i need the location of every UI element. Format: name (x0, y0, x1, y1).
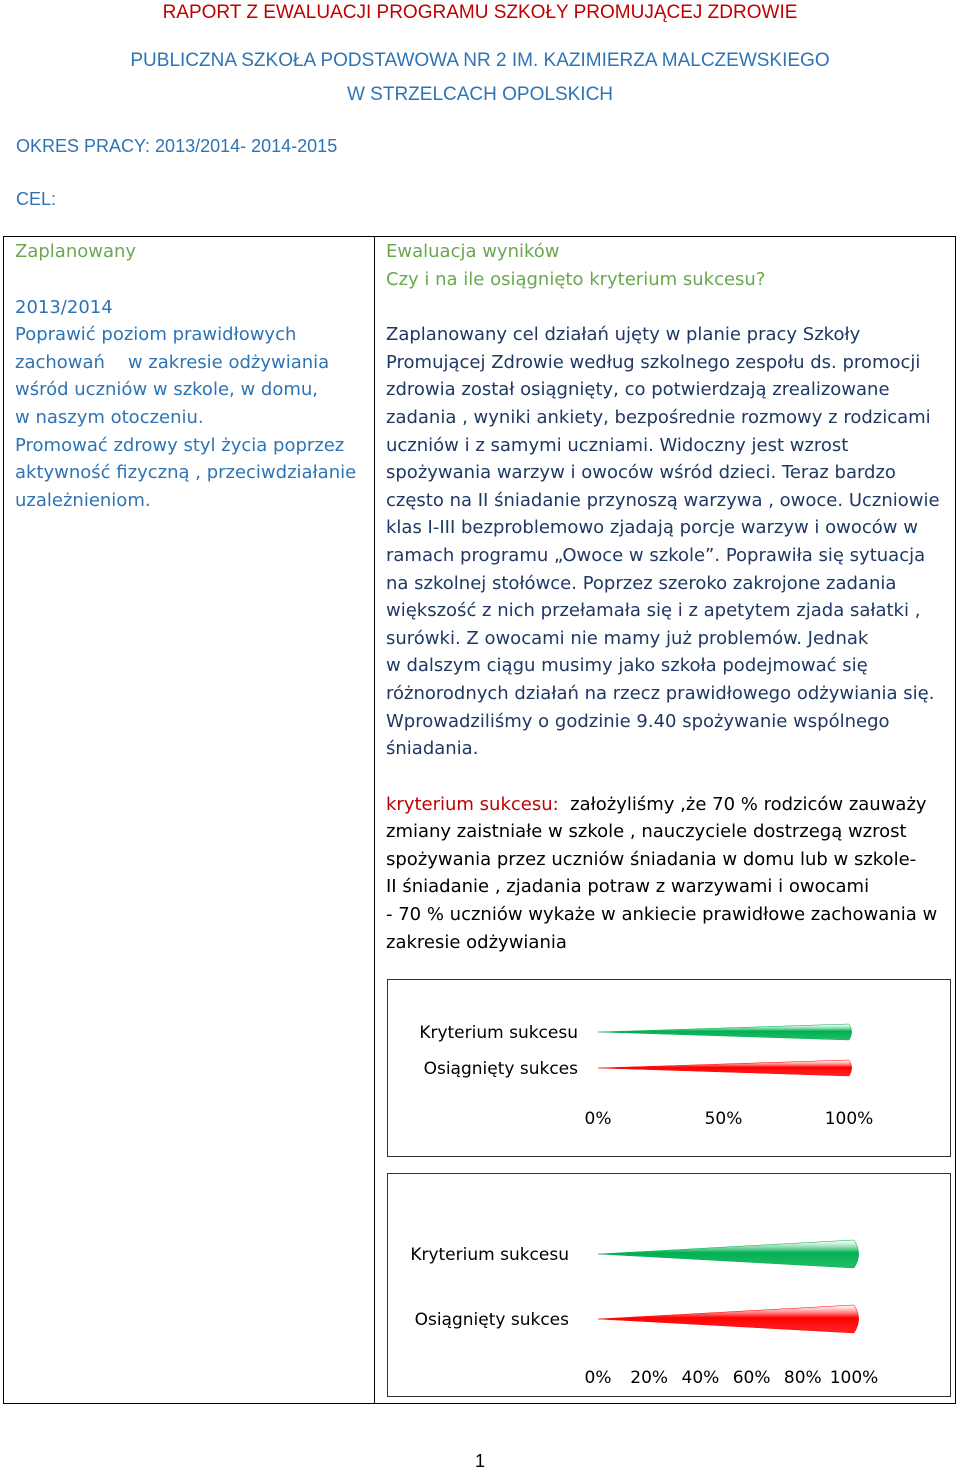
success-chart-2 (387, 1173, 951, 1397)
body-line: zadania , wyniki ankiety, bezpośrednie rozmowy z rodzicami (386, 406, 931, 428)
criterion-text: założyliśmy ,że 70 % rodziców zauważy (558, 793, 927, 815)
chart-tick-label: 0% (584, 1109, 612, 1129)
chart-bar-1 (598, 1060, 852, 1076)
body-line: surówki. Z owocami nie mamy już problemów. Jednak (386, 627, 869, 649)
planned-line: Poprawić poziom prawidłowych (15, 324, 297, 346)
evaluation-body (386, 321, 951, 763)
body-line: klas I-III bezproblemowo zjadają porcje warzyw i owoców w (386, 517, 918, 539)
page-number: 1 (474, 1451, 485, 1471)
planned-line: w naszym otoczeniu. (15, 406, 204, 428)
body-line: różnorodnych działań na rzecz prawidłowego odżywiania się. (386, 682, 935, 704)
body-line: Wprowadziliśmy o godzinie 9.40 spożywanie wspólnego (386, 710, 890, 732)
planned-year: 2013/2014 (15, 296, 113, 318)
body-line: często na II śniadanie przynoszą warzywa , owoce. Uczniowie (386, 489, 940, 511)
criterion-line: zmiany zaistniałe w szkole , nauczyciele dostrzegą wzrost (386, 821, 907, 843)
work-period: OKRES PRACY: 2013/2014- 2014-2015 (16, 136, 338, 156)
criterion-line: - 70 % uczniów wykaże w ankiecie prawidłowe zachowania w (386, 904, 938, 926)
chart-category-label: Osiągnięty sukces (414, 1310, 569, 1330)
planned-column (15, 238, 365, 514)
chart-bar-0 (598, 1240, 859, 1268)
school-name: PUBLICZNA SZKOŁA PODSTAWOWA NR 2 IM. KAZIMIERZA MALCZEWSKIEGO (130, 50, 830, 71)
body-line: zdrowia został osiągnięty, co potwierdzają zrealizowane (386, 379, 890, 401)
planned-line: wśród uczniów w szkole, w domu, (15, 379, 319, 401)
evaluation-question: Czy i na ile osiągnięto kryterium sukcesu? (386, 268, 766, 290)
planned-heading: Zaplanowany (15, 241, 137, 262)
chart-tick-label: 40% (681, 1368, 720, 1388)
criterion-line (386, 791, 951, 819)
body-line: w dalszym ciągu musimy jako szkoła podejmować się (386, 655, 868, 677)
success-criterion (386, 791, 951, 957)
chart-svg (388, 980, 952, 1158)
planned-line: Promować zdrowy styl życia poprzez (15, 434, 345, 456)
body-line: większość z nich przełamała się i z apetytem zjada sałatki , (386, 600, 921, 622)
planned-line: zachowań w zakresie odżywiania (15, 351, 330, 373)
table-column-divider (374, 236, 375, 1404)
planned-line: aktywność fizyczną , przeciwdziałanie (15, 462, 357, 484)
body-line: Promującej Zdrowie według szkolnego zespołu ds. promocji (386, 351, 921, 373)
chart-tick-label: 60% (732, 1368, 771, 1388)
body-line: śniadania. (386, 738, 479, 760)
evaluation-heading: Ewaluacja wyników (386, 241, 560, 262)
body-line: ramach programu „Owoce w szkole”. Poprawiła się sytuacja (386, 544, 926, 566)
chart-tick-label: 100% (829, 1368, 879, 1388)
criterion-line: zakresie odżywiania (386, 931, 567, 953)
body-line: na szkolnej stołówce. Poprzez szeroko zakrojone zadania (386, 572, 897, 594)
chart-tick-label: 50% (704, 1109, 743, 1129)
chart-bar-1 (598, 1305, 859, 1333)
school-location: W STRZELCACH OPOLSKICH (346, 84, 614, 105)
body-line: spożywania warzyw i owoców wśród dzieci. Teraz bardzo (386, 462, 896, 484)
goal-label: CEL: (16, 189, 57, 209)
chart-tick-label: 20% (630, 1368, 669, 1388)
chart-tick-label: 0% (584, 1368, 612, 1388)
criterion-label: kryterium sukcesu: (386, 793, 559, 815)
chart-category-label: Kryterium sukcesu (419, 1023, 578, 1043)
chart-tick-label: 80% (783, 1368, 822, 1388)
chart-category-label: Osiągnięty sukces (423, 1059, 578, 1079)
body-line: Zaplanowany cel działań ujęty w planie pracy Szkoły (386, 324, 861, 346)
body-line: uczniów i z samymi uczniami. Widoczny jest wzrost (386, 434, 849, 456)
criterion-line: II śniadanie , zjadania potraw z warzywami i owocami (386, 876, 870, 898)
planned-line: uzależnieniom. (15, 489, 151, 511)
success-chart-1 (387, 979, 951, 1157)
criterion-line: spożywania przez uczniów śniadania w domu lub w szkole- (386, 848, 917, 870)
evaluation-column (386, 238, 951, 956)
report-title: RAPORT Z EWALUACJI PROGRAMU SZKOŁY PROMUJĄCEJ ZDROWIE (162, 2, 798, 23)
chart-svg (388, 1174, 952, 1398)
chart-bar-0 (598, 1024, 852, 1040)
chart-category-label: Kryterium sukcesu (410, 1245, 569, 1265)
chart-tick-label: 100% (824, 1109, 874, 1129)
